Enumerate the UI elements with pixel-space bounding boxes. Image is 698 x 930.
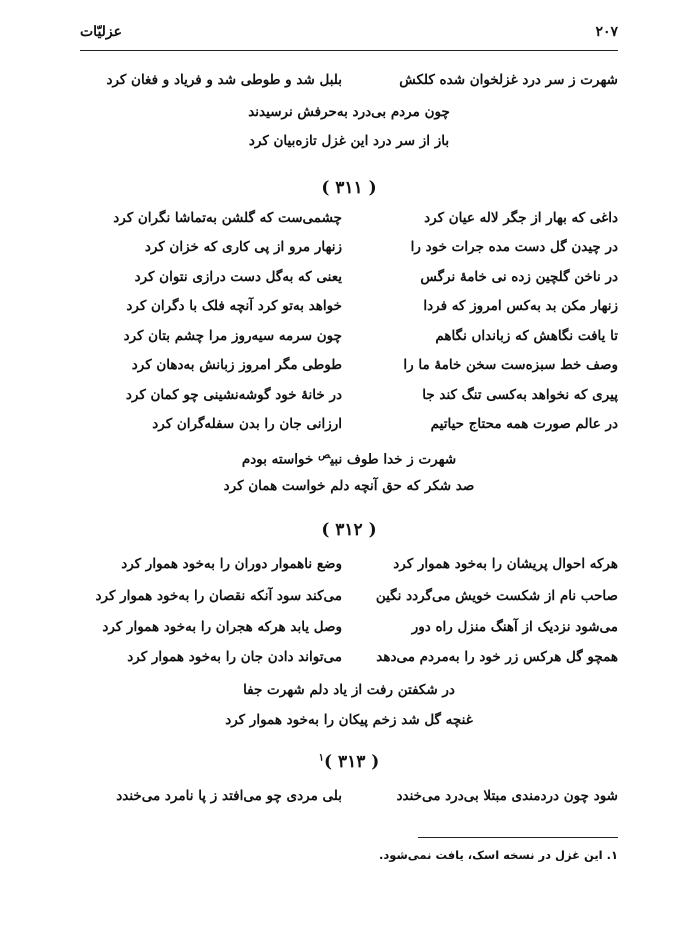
closing-line: غنچه گل شد زخم پیکان را به‌خود هموار کرد [225,712,473,728]
closing-text-end: خواسته بودم [241,451,319,468]
hemistich-right: شود چون دردمندی مبتلا بی‌درد می‌خندد [396,788,618,804]
hemistich-left: طوطی مگر امروز زبانش به‌دهان کرد [131,357,342,373]
couplet [80,586,618,608]
footnote-reference: ۱ [318,752,325,764]
hemistich-left: یعنی که به‌گل دست درازی نتوان کرد [134,269,342,285]
hemistich-left: می‌تواند دادن جان را به‌خود هموار کرد [127,649,342,665]
hemistich-right: تا یافت نگاهش که زبانداں نگاهم [435,328,618,344]
page-number: ۲۰۷ [595,24,618,40]
closing-line: چون مردم بی‌درد به‌حرفش نرسیدند [248,104,450,120]
footnote: ۱. این غزل در نسخه اسک، یافت نمی‌شود. [378,848,618,862]
hemistich-right: در ناخن گلچین زده نی خامهٔ نرگس [420,269,618,285]
hemistich-right: در عالم صورت همه محتاج حیاتیم [430,416,618,432]
hemistich-right: هرکه احوال پریشان را به‌خود هموار کرد [393,556,618,572]
couplet [80,786,618,808]
couplet [80,554,618,576]
couplet [80,296,618,318]
hemistich-left: زنهار مرو از پی کاری که خزان کرد [144,239,342,255]
hemistich-right: وصف خط سبزه‌ست سخن خامهٔ ما را [403,357,618,373]
hemistich-left: چون سرمه سیه‌روز مرا چشم بتان کرد [123,328,342,344]
closing-line [80,446,618,470]
hemistich-left: چشمی‌ست که گلشن به‌تماشا نگران کرد [113,210,342,226]
poem-number: ( ۳۱۲ ) [321,520,377,540]
running-title: عزلیّات [80,24,123,40]
couplet [80,70,618,92]
poem-number: ( ۳۱۱ ) [321,178,377,198]
couplet [80,385,618,407]
hemistich-right: شهرت ز سر درد غزلخوان شده کلکش [399,72,618,88]
couplet [80,208,618,230]
hemistich-left: در خانهٔ خود گوشه‌نشینی چو کمان کرد [125,387,342,403]
hemistich-right: داغی که بهار از جگر لاله عیان کرد [424,210,618,226]
hemistich-right: صاحب نام از شکست خویش می‌گردد نگین [375,588,618,604]
hemistich-right: همچو گل هرکس زر خود را به‌مردم می‌دهد [376,649,618,665]
closing-line: صد شکر که حق آنچه دلم خواست همان کرد [223,478,475,494]
couplet [80,617,618,639]
hemistich-right: پیری که نخواهد به‌کسی تنگ کند جا [422,387,618,403]
hemistich-left: بلبل شد و طوطی شد و فریاد و فغان کرد [106,72,342,88]
hemistich-right: می‌شود نزدیک از آهنگ منزل راه دور [411,619,618,635]
hemistich-left: خواهد به‌تو کرد آنچه فلک با دگران کرد [126,298,342,314]
couplet [80,647,618,669]
closing-text: شهرت ز خدا طوف نبی [330,451,457,468]
couplet [80,267,618,289]
hemistich-left: بلی مردی چو می‌افتد ز پا نامرد می‌خندد [116,788,342,804]
hemistich-right: زنهار مکن بد به‌کس امروز که فردا [423,298,618,314]
hemistich-left: وضع ناهموار دوران را به‌خود هموار کرد [121,556,342,572]
hemistich-right: در چیدن گل دست مده جرات خود را [410,239,618,255]
hemistich-left: ارزانی جان را بدن سفله‌گران کرد [152,416,342,432]
hemistich-left: وصل یابد هرکه هجران را به‌خود هموار کرد [102,619,342,635]
couplet [80,237,618,259]
page-header [80,22,618,51]
closing-line: در شکفتن رفت از یاد دلم شهرت جفا [243,682,455,698]
couplet [80,355,618,377]
couplet [80,326,618,348]
couplet [80,414,618,436]
poem-number-with-footnote [80,752,618,772]
footnote-divider [418,837,618,838]
hemistich-left: می‌کند سود آنکه نقصان را به‌خود هموار کرد [95,588,342,604]
poem-number: ( ۳۱۳ ) [324,752,380,772]
salutation-mark: ص [318,450,331,461]
closing-line: باز از سر درد این غزل تازه‌بیان کرد [248,133,450,149]
